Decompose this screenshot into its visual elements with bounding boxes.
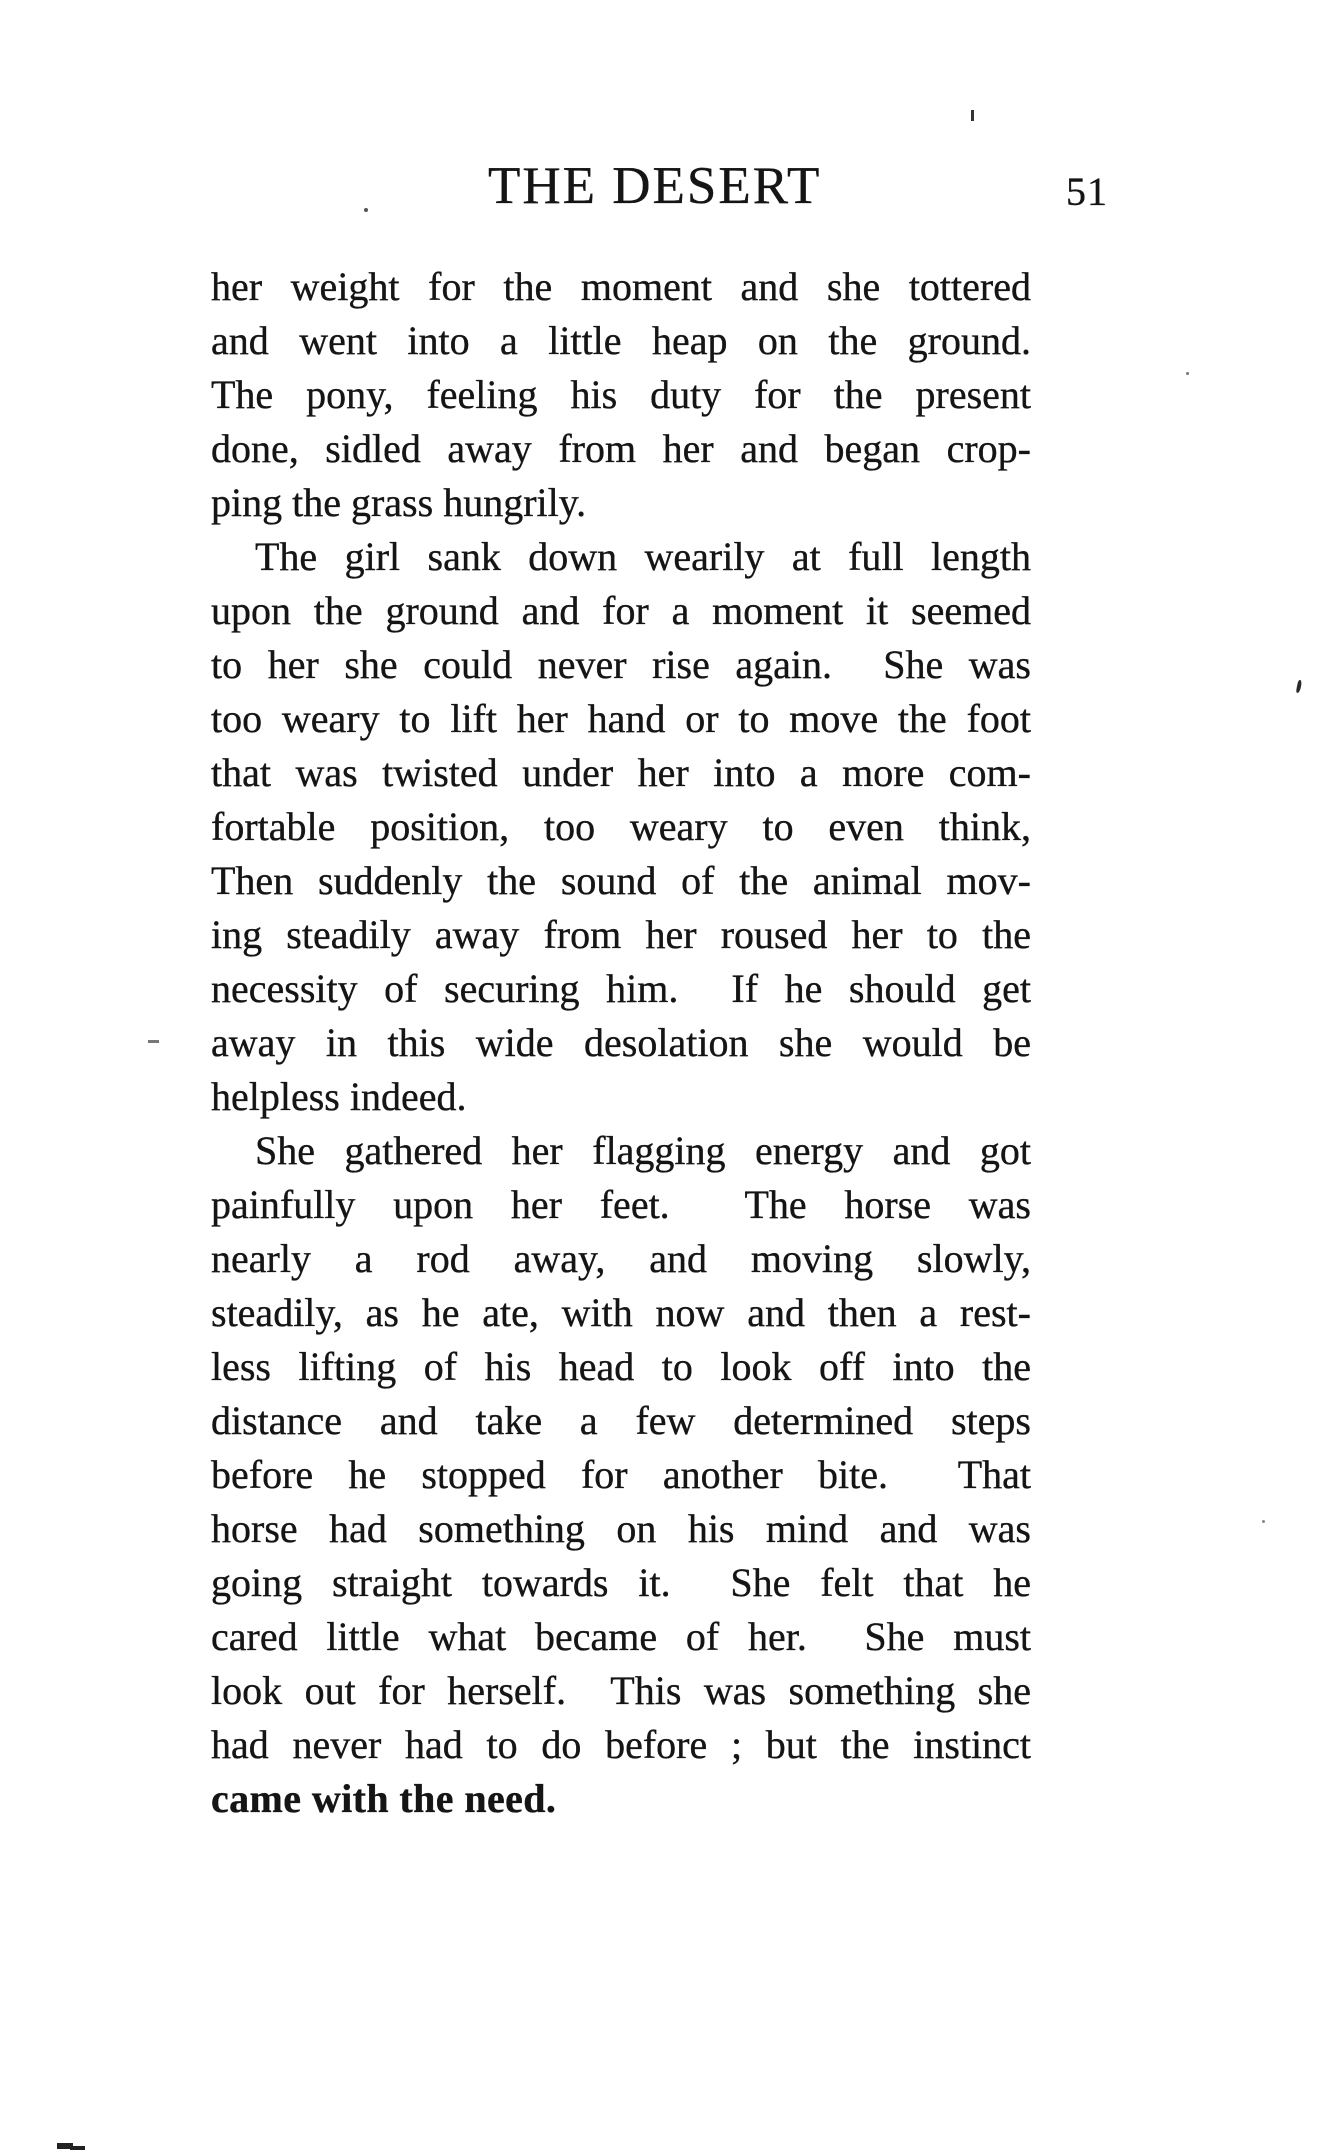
text-line: Then suddenly the sound of the animal mov- — [211, 858, 1031, 903]
text-line: The girl sank down wearily at full length — [255, 534, 1031, 579]
text-line: necessity of securing him. If he should get — [211, 966, 1031, 1011]
scan-speck — [1186, 372, 1189, 375]
scan-speck — [364, 208, 368, 212]
text-line: to her she could never rise again. She was — [211, 642, 1031, 687]
text-line: her weight for the moment and she tottered — [211, 264, 1031, 309]
text-line: upon the ground and for a moment it seemed — [211, 588, 1031, 633]
text-line: too weary to lift her hand or to move the foot — [211, 696, 1031, 741]
text-line: ping the grass hungrily. — [211, 480, 587, 525]
text-line: done, sidled away from her and began crop- — [211, 426, 1031, 471]
chapter-title: THE DESERT — [488, 157, 822, 215]
text-line: came with the need. — [211, 1776, 557, 1821]
paragraph — [211, 260, 1031, 530]
text-line: fortable position, too weary to even think, — [211, 804, 1031, 849]
paragraph — [211, 1124, 1031, 1826]
text-line: and went into a little heap on the ground. — [211, 318, 1031, 363]
text-line: cared little what became of her. She must — [211, 1614, 1031, 1659]
text-line: less lifting of his head to look off into the — [211, 1344, 1031, 1389]
text-line: horse had something on his mind and was — [211, 1506, 1031, 1551]
scan-smudge — [70, 2146, 85, 2150]
text-line: helpless indeed. — [211, 1074, 467, 1119]
body-text — [211, 260, 1031, 1826]
text-line: look out for herself. This was something she — [211, 1668, 1031, 1713]
text-line: painfully upon her feet. The horse was — [211, 1182, 1031, 1227]
page-number: 51 — [1066, 169, 1108, 214]
text-line: that was twisted under her into a more com- — [211, 750, 1031, 795]
paragraph — [211, 530, 1031, 1124]
scan-speck — [148, 1040, 159, 1043]
scan-speck — [1296, 680, 1303, 694]
text-line: nearly a rod away, and moving slowly, — [211, 1236, 1031, 1281]
text-line: away in this wide desolation she would be — [211, 1020, 1031, 1065]
text-line: before he stopped for another bite. That — [211, 1452, 1031, 1497]
text-line: steadily, as he ate, with now and then a rest- — [211, 1290, 1031, 1335]
text-line: ing steadily away from her roused her to the — [211, 912, 1031, 957]
scan-speck — [1262, 1520, 1265, 1523]
text-line: distance and take a few determined steps — [211, 1398, 1031, 1443]
text-line: The pony, feeling his duty for the present — [211, 372, 1031, 417]
text-line: going straight towards it. She felt that he — [211, 1560, 1031, 1605]
text-line: She gathered her flagging energy and got — [255, 1128, 1031, 1173]
scan-speck — [971, 110, 974, 121]
text-line: had never had to do before ; but the instinct — [211, 1722, 1031, 1767]
